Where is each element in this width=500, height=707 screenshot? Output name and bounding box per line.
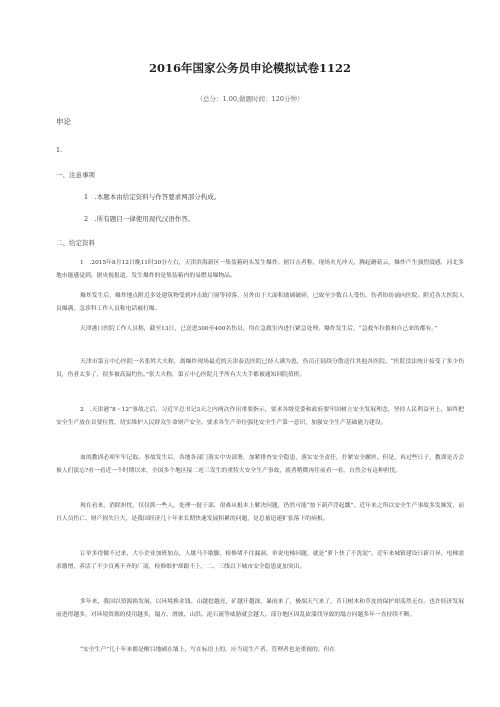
- material-paragraph: 血的教训必须牢牢记取。事故发生后，各地各部门落实中央部署，加紧排查安全隐患，落实安全责任，拧紧安全螺丝。但是，再过些日子，教训是否会被人们淡忘?看一看近一个时期以来，全国多个地区接二连三发生的重特大安全生产事故，就者稍微再往前看一看，自然会有这种担忧。: [56, 455, 464, 474]
- section-label: 申论: [56, 117, 71, 126]
- material-heading: 二、给定资料: [56, 239, 95, 247]
- material-paragraph: 爆炸发生后，爆炸地点附近多处建筑物受到冲击致门窗等掉落，另外由于大面积玻璃破碎，已致至少数百人受伤，伤者纷纷涌向医院。附近各大医院人员爆满，急诊科工作人员称电话被打爆。: [56, 293, 464, 312]
- material-paragraph: 2 .天津港“8・12”事故之后，习近平总书记3天之内两次作出重要指示，要求各级党委和政府要牢固树立安全发展理念，坚持人民利益至上，始终把安全生产放在首要位置，切实维护人民群众生命财产安全。要求各生产单位强化安全生产第一意识，加强安全生产基础能力建设。: [56, 407, 464, 426]
- material-paragraph: 现在看来，消除担忧，仅仅抓一些人，处理一批干部，很难从根本上解决问题，仍然可能“按下葫芦浮起瓢”。近年来之所以安全生产事故多发频发，而且人员伤亡、财产损失巨大，是我国经济几十年来长期快速发展积累的问题，是总量迅速扩张落下的病根。: [56, 503, 464, 522]
- document-title: 2016年国家公务员申论模拟试卷1122: [148, 61, 351, 75]
- material-paragraph: 订单多得做不过来，大小企业加班加点，人歇马不歇脚，检修堵不住漏洞，单说电梯问题，就是“萝卜快了不洗泥”。近年来城镇建设日新月异，电梯需求激增，养活了不少良莠不齐的厂商，检修维护却跟不上，二、三线以下城市安全隐患更加突出。: [56, 551, 464, 570]
- document-subtitle: （总分：1.00,做题时间：120分钟）: [196, 95, 304, 103]
- notice-item-1: 1 .本题本由给定资料与作答要求两部分构成。: [84, 193, 221, 201]
- material-paragraph: 天津市第五中心医院一名张姓大夫称，离爆炸现场最近的天津泰达医院已经人满为患，伤员正陆续分散送往其他各医院。“医院没法统计接受了多少伤员，伤者太多了，很多被高温灼伤。”张大夫称，第五中心医院几乎所有大夫手都被通知回院值班。: [56, 359, 464, 378]
- question-number: 1.: [56, 146, 63, 154]
- notice-heading: 一、注意事项: [56, 171, 95, 179]
- material-paragraph: 1 .2015年8月12日晚11时30分左右，天津滨海新区一集装箱码头发生爆炸。据目击者称，现场火光冲天，腾起蘑菇云，爆炸产生强烈震感，河北多地市能感觉到。据央视报道，发生爆炸的是集装箱内的易燃易爆物品。: [56, 260, 464, 279]
- notice-item-2: 2 .所有题目一律使用现代汉语作答。: [84, 215, 195, 223]
- material-paragraph: 多年来，我国以资源换发展，以环境换金钱。山越挖越亮，矿越开越深，暴雨来了，极端天气来了，昔日树木和草皮的保护却荡然无存。也许经济发展前进得越多，对环境资源的使用越多，塌方、滑坡、山洪、泥石流等威胁就会越大。部分地区因乱砍滥伐导致的塌方问题多年一直持续不断。: [56, 599, 464, 618]
- material-paragraph: 天津港口医院工作人员称，截至13日，已送进300至400名伤员，均在急救室内进行紧急处理。爆炸发生后，“急救车拉救和自己来的都有。”: [80, 326, 438, 332]
- material-paragraph: “安全生产”几十年来都是醒目地刷在墙上，写在标语上的，应当说生产者、管理者也是重视的。但在: [80, 647, 336, 653]
